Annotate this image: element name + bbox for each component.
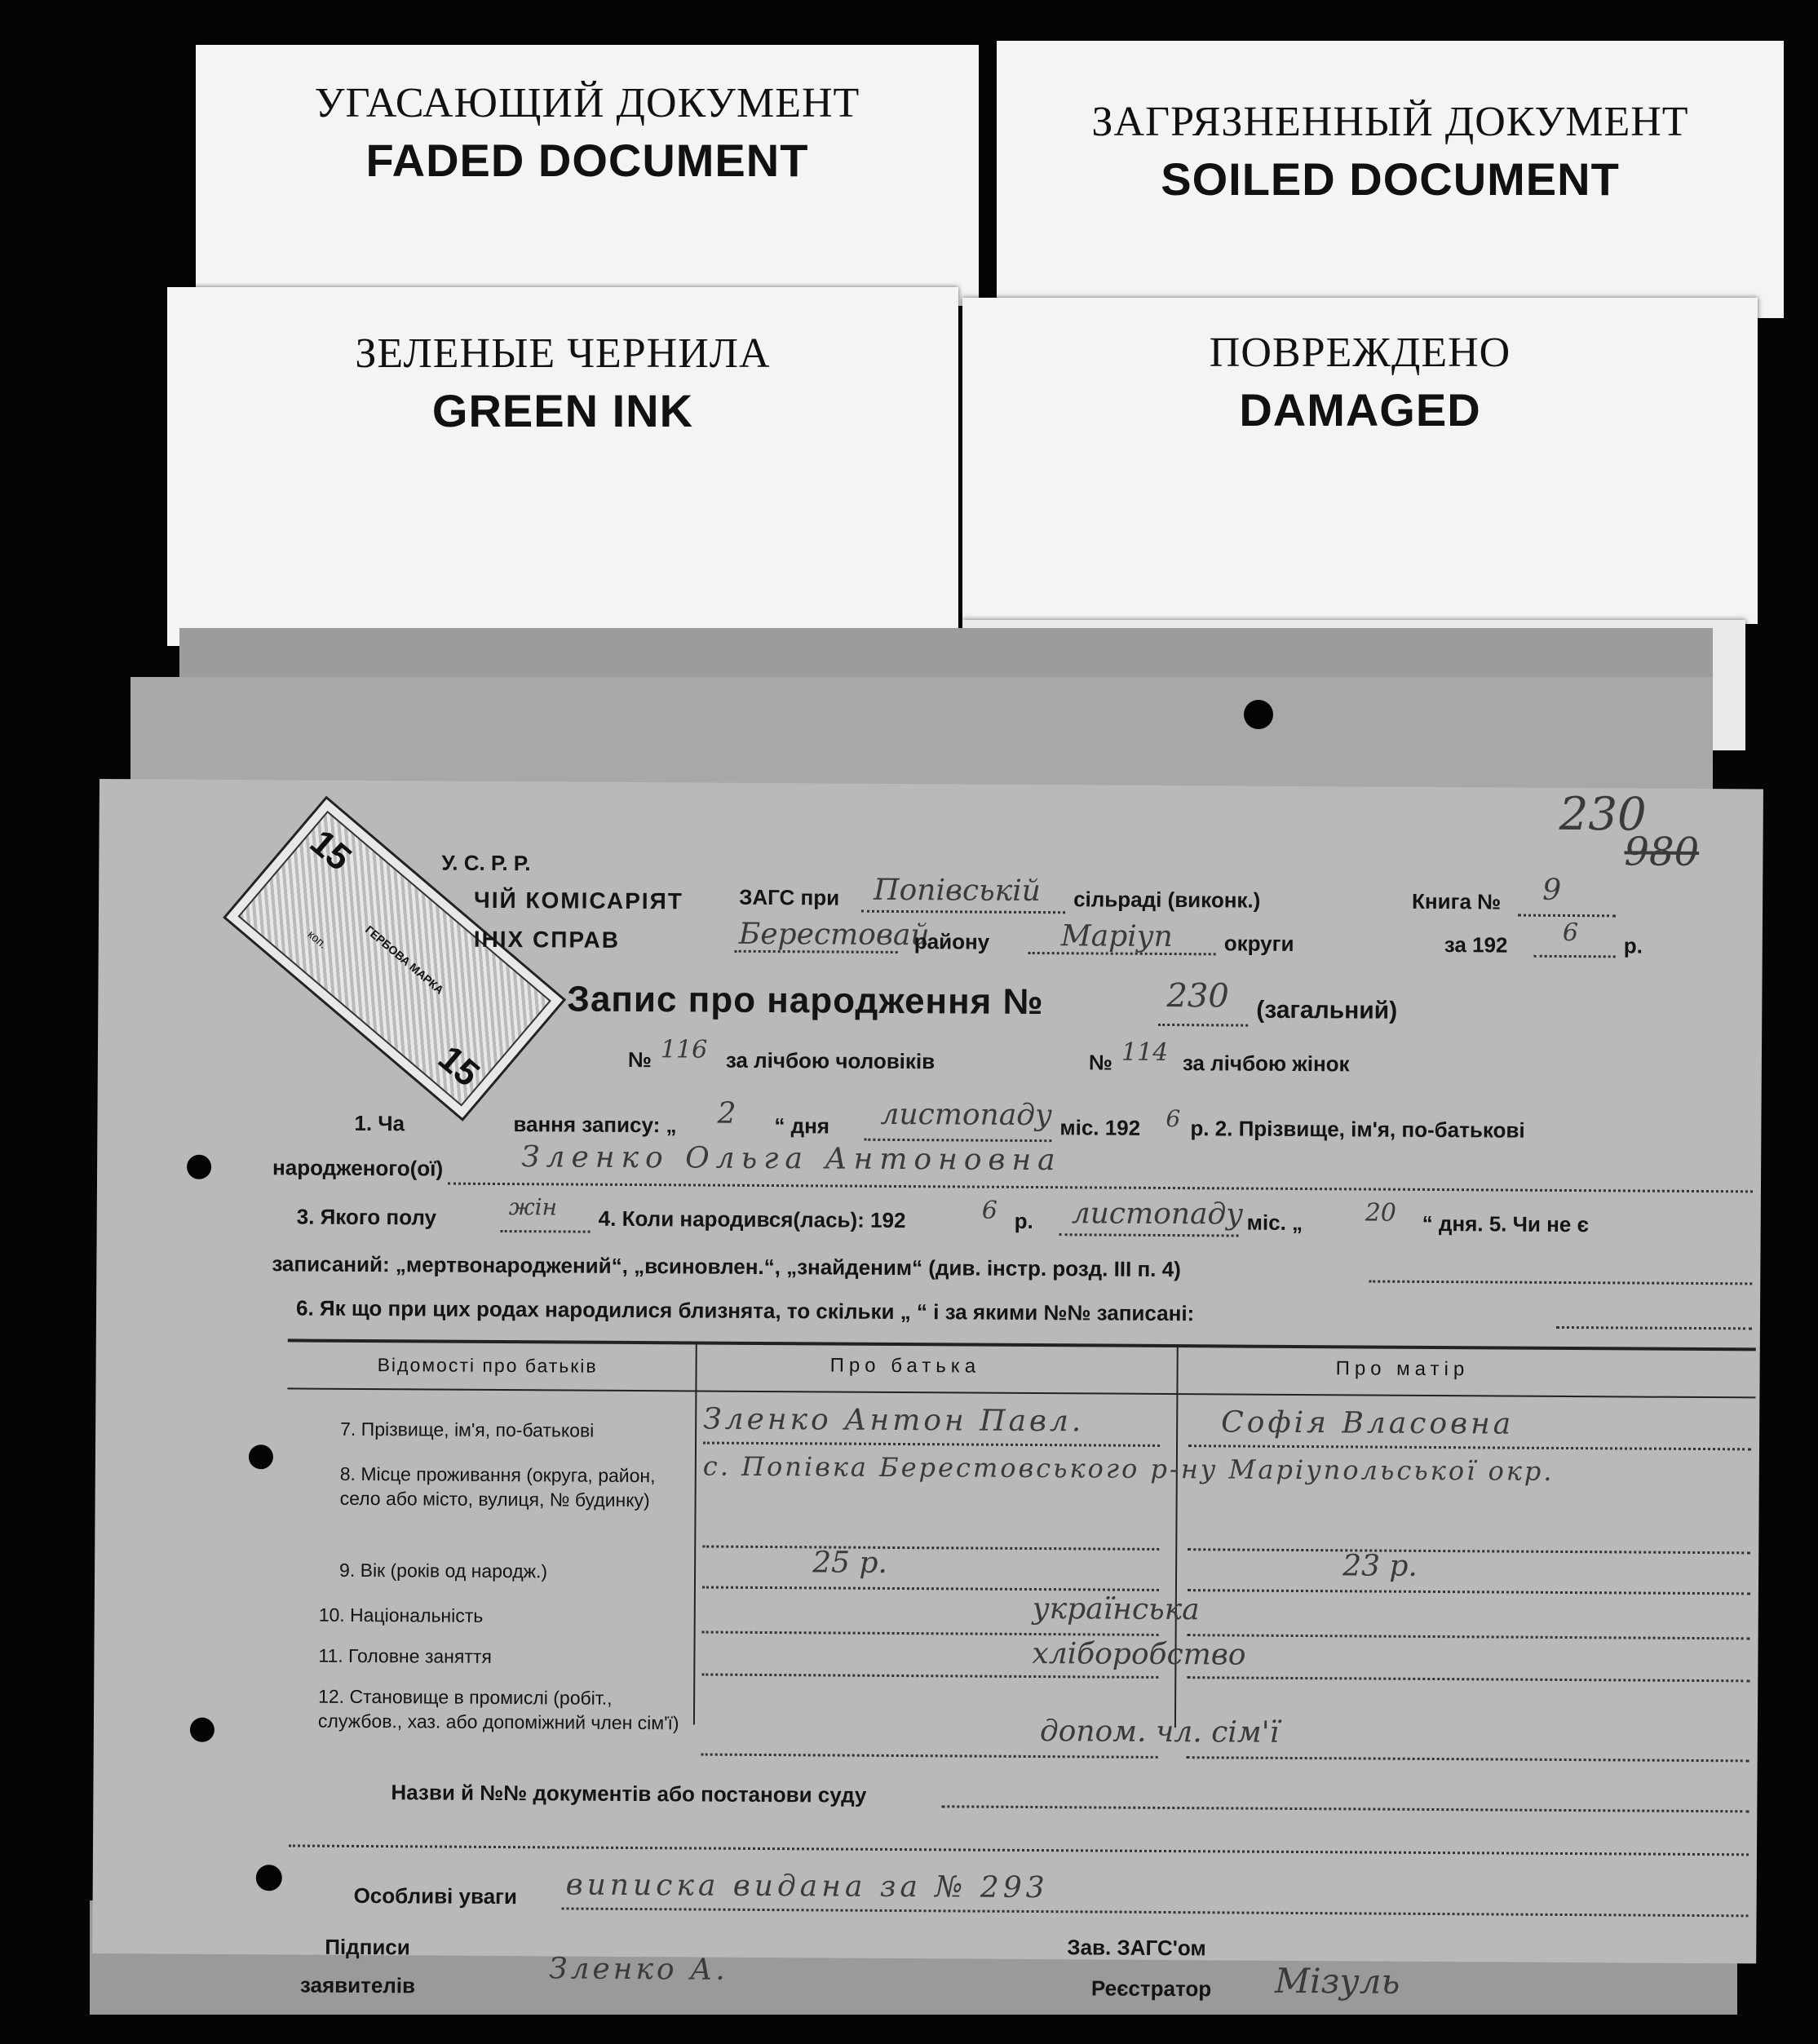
district-value: Берестовай [738,917,930,953]
table-header-rule [287,1387,1755,1398]
year-label: за 192 [1444,932,1508,958]
row-dots [1188,1634,1750,1639]
row-dots [1188,1548,1750,1554]
line5-underline [1556,1326,1752,1329]
male-count-value: 116 [660,1035,708,1064]
female-count-prefix: № [1088,1050,1112,1075]
line3-month-underline [1059,1233,1239,1237]
col-header-father: Про батька [829,1354,981,1378]
book-label: Книга № [1412,888,1502,914]
line1-start: 1. Ча [354,1110,405,1136]
row-label: 11. Головне заняття [318,1644,492,1667]
okrug-value: Маріуп [1060,919,1173,954]
record-title-suffix: (загальний) [1256,996,1398,1024]
documents-underline-2 [289,1844,1749,1856]
card-label-en: SOILED DOCUMENT [1161,153,1620,205]
female-count-label: за лічбою жінок [1182,1051,1350,1077]
line1-day-label: “ дня [774,1113,830,1139]
card-label-en: FADED DOCUMENT [365,135,809,186]
sign-label-2: заявителів [299,1972,416,1998]
row-dots [1187,1756,1749,1762]
year-underline [1534,955,1616,958]
line1-end: р. 2. Прізвище, ім'я, по-батькові [1190,1116,1525,1143]
punch-hole [1244,700,1273,729]
card-faded-document [196,45,979,306]
row-label: 10. Національність [318,1604,484,1626]
row-dots [702,1546,1159,1551]
card-label-en: DAMAGED [1239,384,1481,436]
sign-label-1: Підписи [325,1934,410,1960]
page-number: 230 [1559,787,1647,842]
line3-born-label: 4. Коли народився(лась): 192 [598,1206,906,1233]
line3-sex-underline [501,1230,591,1233]
line3-year-suffix: р. [1014,1208,1033,1234]
book-underline [1518,914,1616,918]
row-label: 9. Вік (років од народж.) [339,1559,548,1582]
punch-hole [187,1155,211,1179]
documents-underline [941,1805,1749,1812]
registration-day: 2 [717,1096,736,1130]
line1-year-label: міс. 192 [1059,1115,1141,1140]
nationality: українська [1032,1592,1200,1627]
notes-underline [562,1907,1749,1917]
row-label: 12. Становище в промислі (робіт., службов., хаз. або допоміжний член сім'ї) [317,1685,679,1734]
line1-underline [864,1139,1051,1142]
card-green-ink [167,287,958,646]
zags-value: Попівській [874,873,1041,909]
applicant-signature: Зленко А. [548,1952,728,1987]
row-label: 8. Місце проживання (округа, район, село або місто, вулиця, № будинку) [339,1462,656,1511]
occupation: хліборобство [1032,1637,1246,1672]
card-label-ru: УГАСАЮЩИЙ ДОКУМЕНТ [314,80,860,126]
page-number-old: 980 [1624,829,1700,875]
child-sex: жін [508,1193,558,1221]
row-label: 7. Прізвище, ім'я, по-батькові [340,1418,595,1441]
card-label-ru: ЗЕЛЕНЫЕ ЧЕРНИЛА [355,330,771,377]
residence: с. Попівка Берестовського р-ну Маріупольської окр. [702,1450,1555,1487]
ussr-label: У. С. Р. Р. [441,850,531,876]
birth-day: 20 [1365,1198,1397,1228]
registrar-label: Реєстратор [1090,1975,1212,2002]
head-label: Зав. ЗАГС'ом [1067,1935,1206,1961]
row-dots [701,1754,1158,1759]
father-age: 25 р. [812,1546,888,1580]
line3-label: 3. Якого полу [296,1204,437,1230]
zags-underline [861,910,1065,914]
zags-prefix: ЗАГС при [739,884,840,910]
punch-hole [190,1718,215,1742]
line2-label: народженого(ої) [272,1155,444,1181]
year-suffix: р. [1623,933,1643,958]
line2-underline [448,1183,1753,1193]
line3-month-label: міс. „ [1246,1210,1303,1236]
card-label-ru: ПОВРЕЖДЕНО [1209,330,1511,376]
card-soiled-document [997,41,1784,318]
punch-hole [249,1445,273,1469]
col-header-info: Відомості про батьків [377,1354,598,1377]
revenue-stamp [223,796,566,1122]
registration-year: 6 [1166,1104,1181,1133]
row-dots [701,1674,1158,1679]
card-label-ru: ЗАГРЯЗНЕННЫЙ ДОКУМЕНТ [1091,99,1689,145]
documents-label: Назви й №№ документів або постанови суду [391,1780,867,1807]
zags-suffix: сільраді (виконк.) [1073,887,1261,913]
affairs-label: ІНІХ СПРАВ [473,926,621,953]
line5-text: 6. Як що при цих родах народилися близнята, то скільки „ “ і за якими №№ записані: [295,1295,1195,1326]
registration-month: листопаду [880,1097,1053,1133]
okrug-label: округи [1223,931,1294,956]
line1-label: вання запису: „ [513,1112,677,1138]
notes-value: виписка видана за № 293 [565,1868,1049,1905]
stamp-unit: коп. [305,927,330,951]
stamp-value: 15 [302,821,359,879]
row-dots [1187,1676,1749,1682]
record-number-underline [1158,1024,1248,1027]
commissariat-label: ЧІЙ КОМІСАРІЯТ [474,887,683,914]
table-col-divider [693,1341,697,1724]
industry-status: допом. чл. сім'ї [1039,1714,1280,1750]
row-dots [1188,1589,1750,1595]
district-underline [735,950,898,953]
row-dots [702,1631,1159,1636]
okrug-underline [1028,952,1216,955]
male-count-prefix: № [627,1046,652,1073]
card-label-en: GREEN INK [431,385,694,436]
male-count-label: за лічбою чоловіків [725,1047,936,1074]
birth-month: листопаду [1071,1197,1244,1232]
record-number: 230 [1166,976,1229,1015]
book-value: 9 [1542,873,1562,907]
mother-name: Софія Власовна [1221,1405,1515,1441]
registrar-signature: Мізуль [1274,1960,1400,2002]
row-dots [702,1586,1159,1591]
year-value: 6 [1562,918,1579,948]
col-header-mother: Про матір [1335,1357,1470,1381]
line4-text: записаний: „мертвонароджений“, „всиновлен.“, „знайденим“ (див. інстр. розд. III п. 4) [272,1251,1181,1282]
line4-underline [1369,1281,1752,1285]
birth-year: 6 [981,1196,997,1225]
father-name: Зленко Антон Павл. [703,1402,1085,1439]
record-title: Запис про народження № [567,979,1044,1023]
punch-hole [256,1865,282,1891]
district-label: району [913,929,990,954]
mother-age: 23 р. [1342,1549,1418,1583]
stamp-value: 15 [431,1037,488,1095]
notes-label: Особливі уваги [353,1883,518,1909]
female-count-value: 114 [1121,1037,1169,1068]
card-damaged [962,298,1758,624]
line3-end: “ дня. 5. Чи не є [1422,1210,1589,1237]
birth-record-form [92,779,1763,2002]
child-name: Зленко Ольга Антоновна [521,1140,1062,1178]
table-top-rule [288,1338,1756,1351]
stamp-text: ГЕРБОВА МАРКА [362,922,447,997]
